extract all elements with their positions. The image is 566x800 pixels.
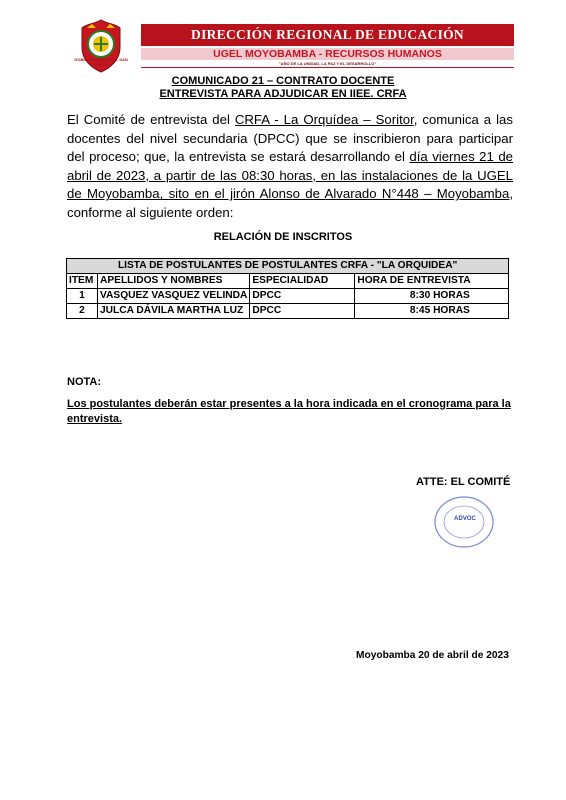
note-text: Los postulantes deberán estar presentes a la hora indicada en el cronograma para la entrevista. xyxy=(67,398,511,425)
column-header-name: APELLIDOS Y NOMBRES xyxy=(98,274,250,289)
body-text-2: , comunica a las docentes del nivel secundaria (DPCC) que se inscribieron para participar del proceso; que, la entrevista se estará desarrollando el xyxy=(67,112,513,165)
cell-name: VASQUEZ VASQUEZ VELINDA xyxy=(98,289,250,304)
column-header-specialty: ESPECIALIDAD xyxy=(250,274,355,289)
committee-stamp-icon xyxy=(433,495,495,549)
note-label: NOTA: xyxy=(67,376,102,388)
document-subtitle: ENTREVISTA PARA ADJUDICAR EN IIEE. CRFA xyxy=(159,88,407,100)
cell-name: JULCA DÁVILA MARTHA LUZ xyxy=(98,304,250,319)
stamp-text: ADVOC xyxy=(454,516,476,522)
body-text-3: , conforme al siguiente orden: xyxy=(67,186,513,220)
cell-item: 2 xyxy=(67,304,98,319)
applicants-table xyxy=(66,258,509,319)
header-divider xyxy=(141,67,514,68)
column-header-time: HORA DE ENTREVISTA xyxy=(355,274,509,289)
logo-caption: GOBIERNO REGIONAL SAN MARTÍN xyxy=(74,57,128,67)
signature-line: ATTE: EL COMITÉ xyxy=(416,476,511,488)
interview-date-location: día viernes 21 de abril de 2023, a partir de las 08:30 horas, en las instalaciones de la UGEL de Moyobamba, sito en el jirón Alonso de Alvarado N°448 – Moyobamba xyxy=(67,149,513,202)
cell-specialty: DPCC xyxy=(250,304,355,319)
subtitle-banner: UGEL MOYOBAMBA - RECURSOS HUMANOS xyxy=(141,48,514,60)
cell-item: 1 xyxy=(67,289,98,304)
table-header-row xyxy=(67,274,509,289)
cell-specialty: DPCC xyxy=(250,289,355,304)
table-caption-row xyxy=(67,259,509,274)
institution-name: CRFA - La Orquídea – Soritor xyxy=(234,112,414,127)
body-text-1: El Comité de entrevista del xyxy=(67,112,235,127)
org-title-banner: DIRECCIÓN REGIONAL DE EDUCACIÓN xyxy=(141,24,514,46)
year-motto: "AÑO DE LA UNIDAD, LA PAZ Y EL DESARROLLO" xyxy=(278,61,377,66)
cell-time: 8:30 HORAS xyxy=(355,289,509,304)
table-row xyxy=(67,304,509,319)
document-title: COMUNICADO 21 – CONTRATO DOCENTE xyxy=(171,75,395,87)
column-header-item: ITEM xyxy=(67,274,98,289)
announcement-body xyxy=(67,111,513,223)
table-caption: LISTA DE POSTULANTES DE POSTULANTES CRFA - "LA ORQUIDEA" xyxy=(67,259,509,274)
document-date: Moyobamba 20 de abril de 2023 xyxy=(356,650,509,661)
section-title: RELACIÓN DE INSCRITOS xyxy=(213,231,353,243)
cell-time: 8:45 HORAS xyxy=(355,304,509,319)
table-row xyxy=(67,289,509,304)
